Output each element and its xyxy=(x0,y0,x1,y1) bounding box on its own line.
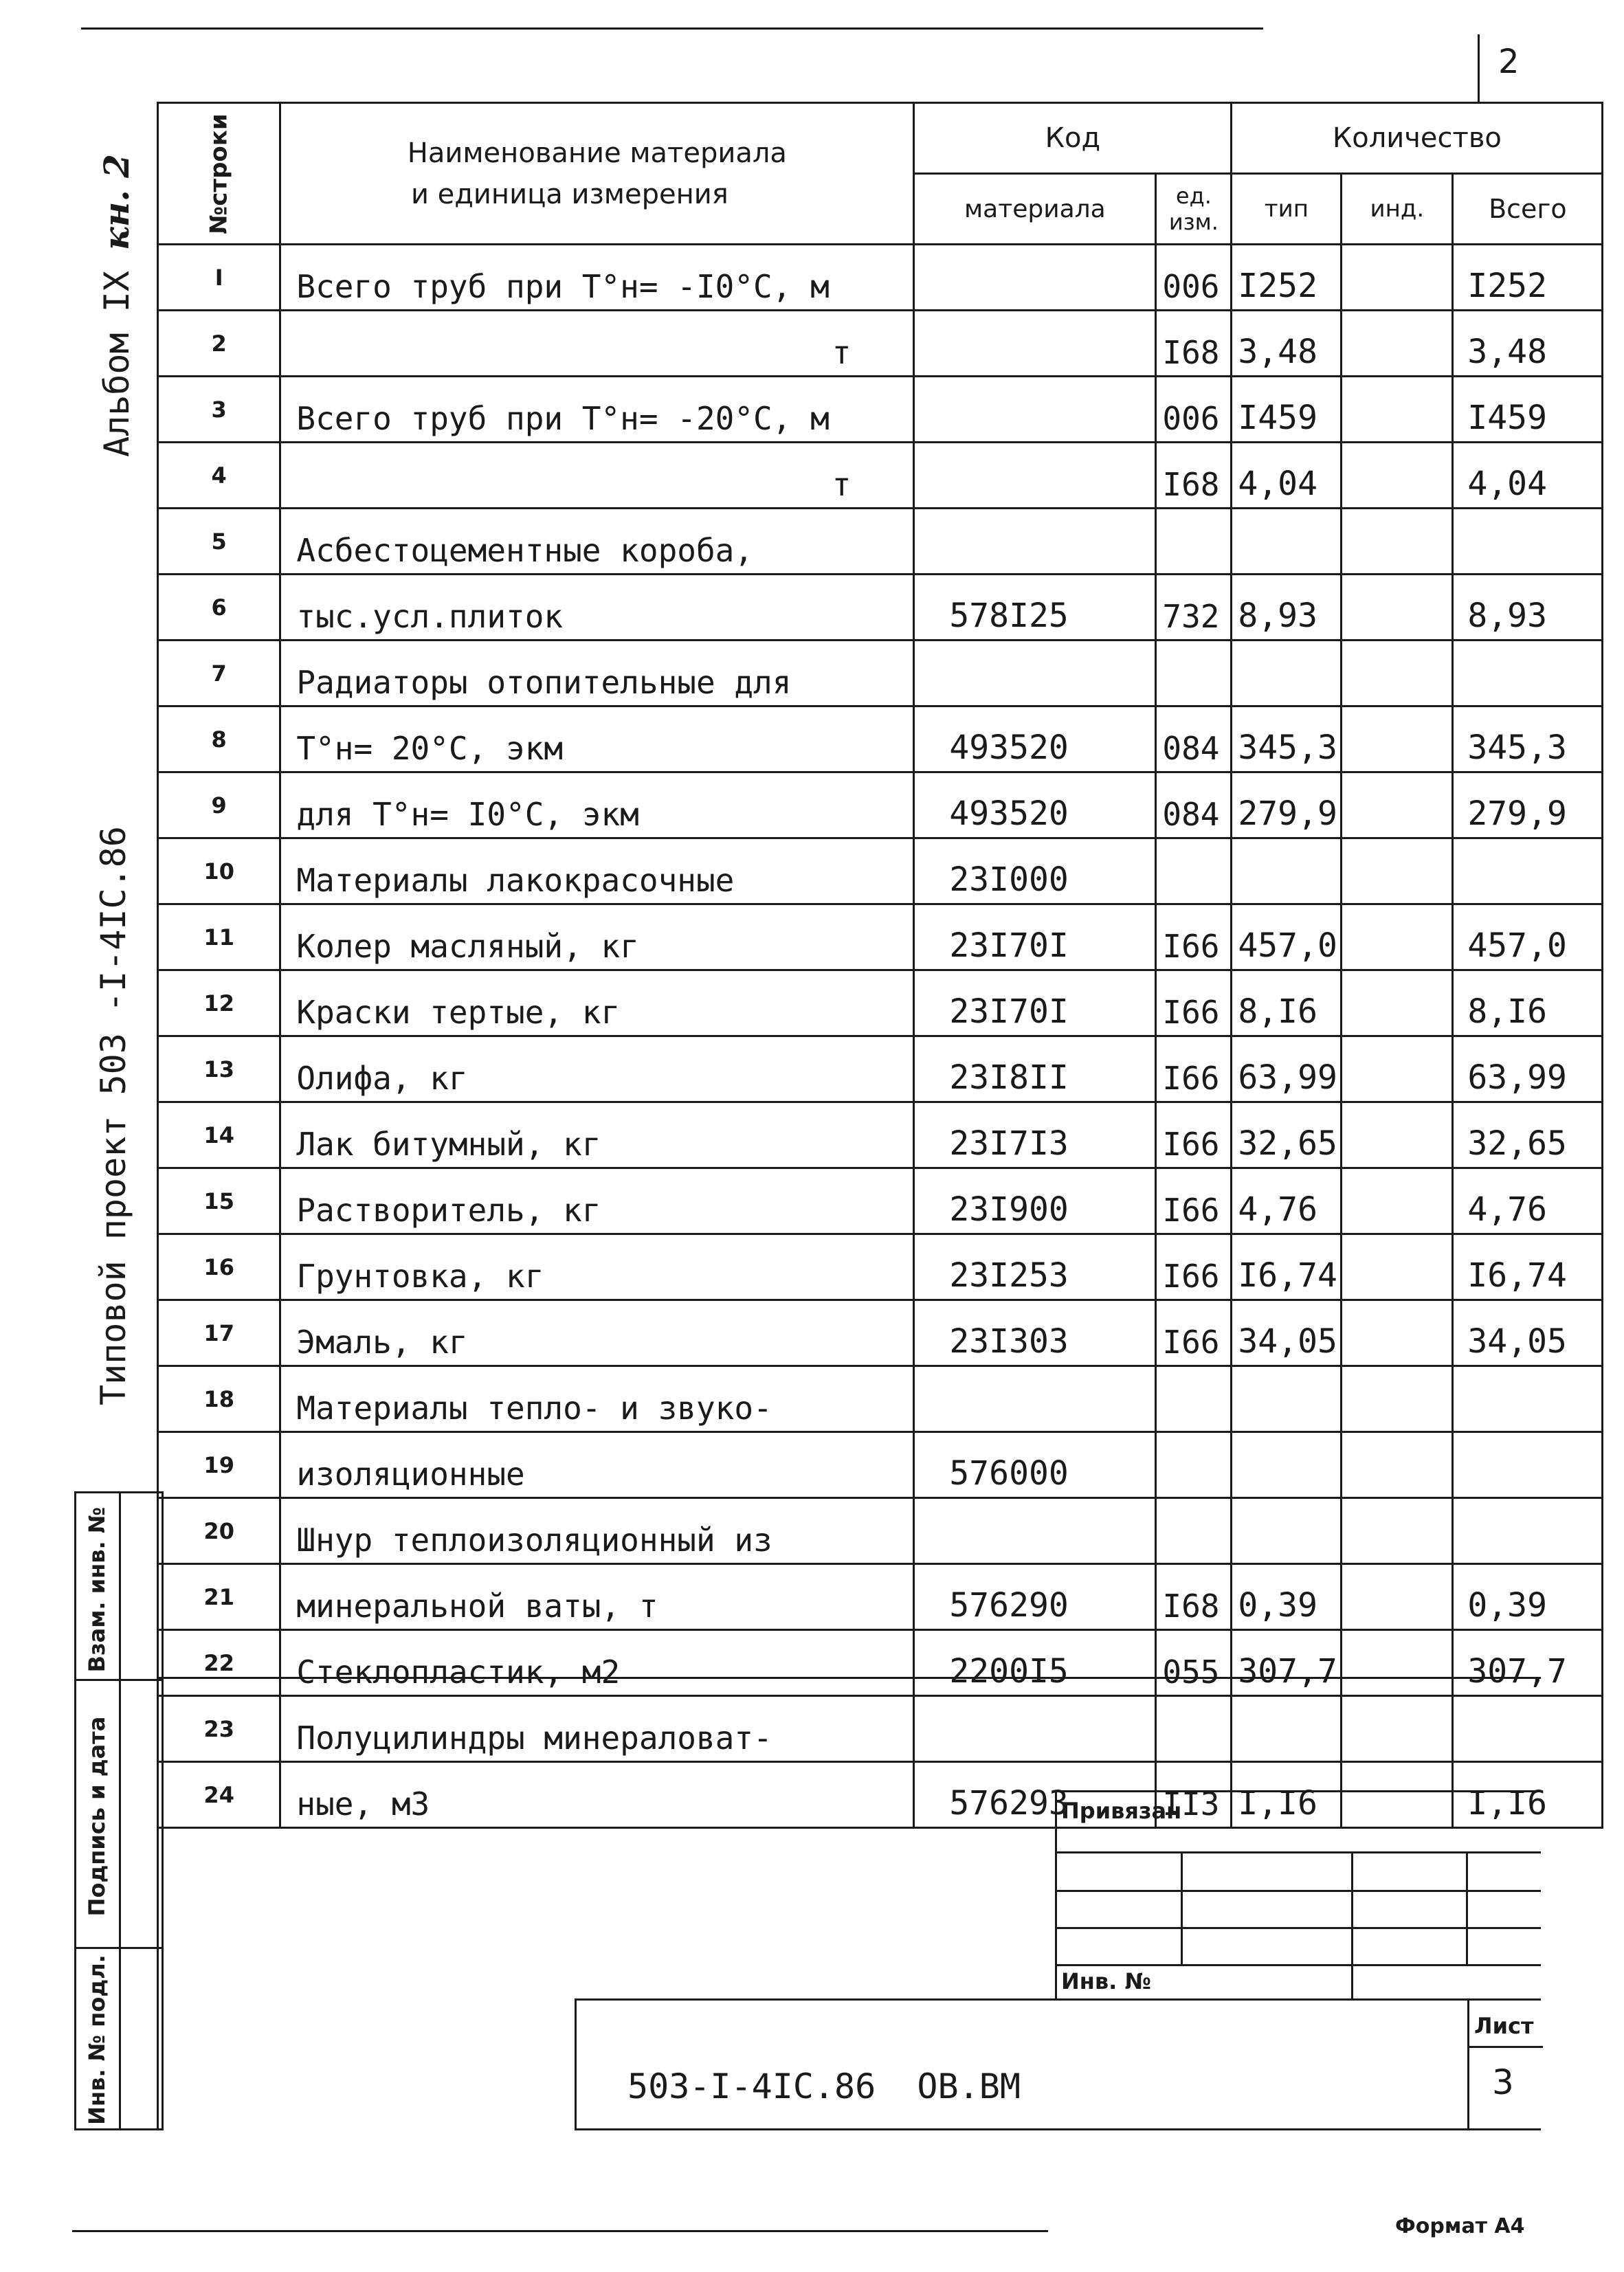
row-qty-ind xyxy=(1342,904,1453,970)
row-number: 18 xyxy=(158,1366,280,1432)
row-qty-total xyxy=(1453,509,1603,575)
table-row xyxy=(158,904,1603,970)
row-qty-total: I459 xyxy=(1453,377,1603,443)
row-name: Радиаторы отопительные для xyxy=(280,641,914,706)
row-qty-total xyxy=(1453,838,1603,904)
header-row-num xyxy=(158,103,280,245)
row-number: 13 xyxy=(158,1036,280,1102)
row-qty-ind xyxy=(1342,772,1453,838)
row-unit: I68 xyxy=(1156,311,1232,377)
row-unit xyxy=(1156,838,1232,904)
row-qty-total: I6,74 xyxy=(1453,1234,1603,1300)
row-code xyxy=(914,1498,1156,1564)
privyazan-rule-1 xyxy=(1057,1851,1541,1853)
privyazan-rule-3 xyxy=(1057,1927,1541,1929)
header-name-line-1: Наименование материала xyxy=(407,137,787,169)
row-name: Колер масляный, кг xyxy=(280,904,914,970)
row-unit xyxy=(1156,1432,1232,1498)
row-qty-ind xyxy=(1342,1168,1453,1234)
privyazan-col-3 xyxy=(1466,1851,1468,1964)
row-qty-type xyxy=(1232,641,1342,706)
row-qty-total: 63,99 xyxy=(1453,1036,1603,1102)
row-number: 20 xyxy=(158,1498,280,1564)
row-qty-total: 457,0 xyxy=(1453,904,1603,970)
row-name: тыс.усл.плиток xyxy=(280,575,914,641)
row-qty-total: 3,48 xyxy=(1453,311,1603,377)
row-unit: I66 xyxy=(1156,1300,1232,1366)
row-code: 23I900 xyxy=(914,1168,1156,1234)
row-code: 23I000 xyxy=(914,838,1156,904)
row-code xyxy=(914,641,1156,706)
row-qty-ind xyxy=(1342,1234,1453,1300)
row-qty-type xyxy=(1232,1366,1342,1432)
row-number: 11 xyxy=(158,904,280,970)
privyazan-rule-4 xyxy=(1057,1964,1541,1966)
row-number: 9 xyxy=(158,772,280,838)
row-name: Лак битумный, кг xyxy=(280,1102,914,1168)
table-row xyxy=(158,1498,1603,1564)
page-number: 2 xyxy=(1498,43,1520,81)
table-row xyxy=(158,245,1603,311)
row-number: 19 xyxy=(158,1432,280,1498)
row-code: 576290 xyxy=(914,1564,1156,1630)
row-unit: I68 xyxy=(1156,1564,1232,1630)
row-code xyxy=(914,443,1156,509)
row-qty-ind xyxy=(1342,443,1453,509)
header-qty-type: тип xyxy=(1232,174,1342,245)
header-code-unit-2: изм. xyxy=(1168,209,1219,235)
table-row xyxy=(158,509,1603,575)
privyazan-block xyxy=(1055,1790,1541,2000)
row-number: 24 xyxy=(158,1762,280,1828)
row-qty-type: 345,3 xyxy=(1232,706,1342,772)
row-unit: II3 xyxy=(1156,1762,1232,1828)
table-row xyxy=(158,1432,1603,1498)
row-name: изоляционные xyxy=(280,1432,914,1498)
row-unit: I66 xyxy=(1156,970,1232,1036)
album-caption xyxy=(93,154,141,457)
row-name: Шнур теплоизоляционный из xyxy=(280,1498,914,1564)
table-row xyxy=(158,311,1603,377)
header-code: Код xyxy=(914,103,1232,174)
row-qty-type: 4,76 xyxy=(1232,1168,1342,1234)
format-label: Формат А4 xyxy=(1395,2214,1525,2238)
row-number: 6 xyxy=(158,575,280,641)
row-unit: 084 xyxy=(1156,706,1232,772)
row-qty-ind xyxy=(1342,1564,1453,1630)
side-stamp-vzam-inv: Взам. инв. № xyxy=(84,1506,110,1673)
header-code-material: материала xyxy=(914,174,1156,245)
row-name: Олифа, кг xyxy=(280,1036,914,1102)
table-row xyxy=(158,838,1603,904)
row-unit xyxy=(1156,641,1232,706)
row-qty-total xyxy=(1453,1432,1603,1498)
side-stamp xyxy=(74,1491,164,2130)
row-unit: I66 xyxy=(1156,904,1232,970)
page-number-divider xyxy=(1478,34,1480,103)
row-name: Краски тертые, кг xyxy=(280,970,914,1036)
row-number: 3 xyxy=(158,377,280,443)
header-qty-ind: инд. xyxy=(1342,174,1453,245)
row-qty-total: 0,39 xyxy=(1453,1564,1603,1630)
row-name: Всего труб при T°н= -I0°C, м xyxy=(280,245,914,311)
row-qty-ind xyxy=(1342,1102,1453,1168)
list-label: Лист xyxy=(1474,2013,1534,2039)
row-code: 23I70I xyxy=(914,970,1156,1036)
row-unit: I66 xyxy=(1156,1168,1232,1234)
row-unit: I66 xyxy=(1156,1036,1232,1102)
row-name: Материалы тепло- и звуко- xyxy=(280,1366,914,1432)
side-stamp-inv-podl: Инв. № подл. xyxy=(84,1954,110,2125)
table-body xyxy=(158,245,1603,1828)
row-name: для T°н= I0°C, экм xyxy=(280,772,914,838)
row-number: 16 xyxy=(158,1234,280,1300)
doc-code: 503-I-4IC.86 OB.BM xyxy=(627,2067,1021,2106)
row-qty-ind xyxy=(1342,1300,1453,1366)
doc-code-block xyxy=(575,1998,1541,2130)
row-name: Всего труб при T°н= -20°C, м xyxy=(280,377,914,443)
row-qty-type: 0,39 xyxy=(1232,1564,1342,1630)
header-qty-total: Всего xyxy=(1453,174,1603,245)
row-code xyxy=(914,245,1156,311)
row-name: Грунтовка, кг xyxy=(280,1234,914,1300)
row-qty-type: I,I6 xyxy=(1232,1762,1342,1828)
row-qty-type: 8,93 xyxy=(1232,575,1342,641)
side-stamp-divider xyxy=(119,1493,121,2128)
side-stamp-podpis-data: Подпись и дата xyxy=(84,1716,110,1917)
row-number: 21 xyxy=(158,1564,280,1630)
table-header-row-1 xyxy=(158,103,1603,174)
row-qty-total: 279,9 xyxy=(1453,772,1603,838)
row-code: 23I70I xyxy=(914,904,1156,970)
row-number: 5 xyxy=(158,509,280,575)
inv-no-label: Инв. № xyxy=(1061,1968,1151,1994)
row-number: 4 xyxy=(158,443,280,509)
row-code xyxy=(914,509,1156,575)
row-code xyxy=(914,311,1156,377)
row-unit: 055 xyxy=(1156,1630,1232,1696)
row-number: 7 xyxy=(158,641,280,706)
row-qty-type: 3,48 xyxy=(1232,311,1342,377)
header-row-num-text: №строки xyxy=(205,113,233,234)
row-code xyxy=(914,1366,1156,1432)
row-qty-type xyxy=(1232,1432,1342,1498)
row-qty-type: 307,7 xyxy=(1232,1630,1342,1696)
row-qty-type: I459 xyxy=(1232,377,1342,443)
row-unit: I68 xyxy=(1156,443,1232,509)
row-qty-type: 279,9 xyxy=(1232,772,1342,838)
row-qty-type xyxy=(1232,1498,1342,1564)
row-number: 15 xyxy=(158,1168,280,1234)
row-unit xyxy=(1156,1366,1232,1432)
table-row xyxy=(158,443,1603,509)
row-number: I xyxy=(158,245,280,311)
row-qty-total: 307,7 xyxy=(1453,1630,1603,1696)
row-qty-type xyxy=(1232,838,1342,904)
header-name-line-2: и единица измерения xyxy=(410,178,728,210)
privyazan-col-1 xyxy=(1181,1851,1183,1964)
bottom-rule xyxy=(72,2230,1048,2232)
row-qty-ind xyxy=(1342,838,1453,904)
header-name xyxy=(280,103,914,245)
row-number: 23 xyxy=(158,1696,280,1762)
table-row xyxy=(158,970,1603,1036)
row-number: 2 xyxy=(158,311,280,377)
row-qty-type: 457,0 xyxy=(1232,904,1342,970)
row-number: 14 xyxy=(158,1102,280,1168)
project-caption: Типовой проект 503 -I-4IC.86 xyxy=(93,826,133,1405)
top-rule xyxy=(81,27,1263,30)
privyazan-rule-2 xyxy=(1057,1890,1541,1892)
header-code-unit xyxy=(1156,174,1232,245)
header-code-unit-1: ед. xyxy=(1175,183,1212,209)
row-qty-total: 4,76 xyxy=(1453,1168,1603,1234)
privyazan-col-2 xyxy=(1351,1851,1353,2000)
row-qty-ind xyxy=(1342,245,1453,311)
row-number: 12 xyxy=(158,970,280,1036)
row-code: 23I8II xyxy=(914,1036,1156,1102)
row-code: 578I25 xyxy=(914,575,1156,641)
row-unit xyxy=(1156,509,1232,575)
row-code xyxy=(914,377,1156,443)
row-name: Материалы лакокрасочные xyxy=(280,838,914,904)
row-qty-ind xyxy=(1342,970,1453,1036)
list-rule xyxy=(1467,2046,1543,2048)
row-qty-type: I252 xyxy=(1232,245,1342,311)
table-row xyxy=(158,377,1603,443)
row-qty-ind xyxy=(1342,1498,1453,1564)
list-number: 3 xyxy=(1492,2062,1514,2102)
row-name: Растворитель, кг xyxy=(280,1168,914,1234)
row-qty-ind xyxy=(1342,377,1453,443)
row-name: Стеклопластик, м2 xyxy=(280,1630,914,1696)
row-number: 8 xyxy=(158,706,280,772)
table-row xyxy=(158,1036,1603,1102)
list-divider xyxy=(1467,2001,1469,2128)
row-number: 22 xyxy=(158,1630,280,1696)
row-name: Полуцилиндры минераловат- xyxy=(280,1696,914,1762)
table-row xyxy=(158,1300,1603,1366)
row-qty-type xyxy=(1232,509,1342,575)
row-qty-type: I6,74 xyxy=(1232,1234,1342,1300)
row-unit: 006 xyxy=(1156,377,1232,443)
row-name: Эмаль, кг xyxy=(280,1300,914,1366)
row-code: 23I7I3 xyxy=(914,1102,1156,1168)
row-unit: I66 xyxy=(1156,1102,1232,1168)
album-label: Альбом IX xyxy=(97,271,137,457)
header-quantity: Количество xyxy=(1232,103,1603,174)
row-qty-total xyxy=(1453,1498,1603,1564)
row-qty-type: 8,I6 xyxy=(1232,970,1342,1036)
table-row xyxy=(158,1102,1603,1168)
table-row xyxy=(158,706,1603,772)
row-number: 17 xyxy=(158,1300,280,1366)
table-row xyxy=(158,641,1603,706)
row-unit: 084 xyxy=(1156,772,1232,838)
table-row xyxy=(158,575,1603,641)
row-code: 23I303 xyxy=(914,1300,1156,1366)
table-row xyxy=(158,1366,1603,1432)
row-qty-ind xyxy=(1342,1432,1453,1498)
row-qty-ind xyxy=(1342,706,1453,772)
row-qty-total: I252 xyxy=(1453,245,1603,311)
row-code: 493520 xyxy=(914,772,1156,838)
materials-table xyxy=(157,102,1603,1829)
row-code: 2200I5 xyxy=(914,1630,1156,1696)
row-qty-total: 4,04 xyxy=(1453,443,1603,509)
row-name: ные, м3 xyxy=(280,1762,914,1828)
row-unit: 732 xyxy=(1156,575,1232,641)
row-name: минеральной ваты, т xyxy=(280,1564,914,1630)
row-qty-type: 4,04 xyxy=(1232,443,1342,509)
row-name: Асбестоцементные короба, xyxy=(280,509,914,575)
row-name: т xyxy=(280,443,914,509)
row-qty-type: 63,99 xyxy=(1232,1036,1342,1102)
table-row xyxy=(158,1168,1603,1234)
row-qty-ind xyxy=(1342,575,1453,641)
row-qty-ind xyxy=(1342,509,1453,575)
privyazan-label: Привязан xyxy=(1061,1798,1182,1824)
row-qty-total: 34,05 xyxy=(1453,1300,1603,1366)
table-row xyxy=(158,1234,1603,1300)
row-name: T°н= 20°C, экм xyxy=(280,706,914,772)
album-handwritten-note: кн. 2 xyxy=(96,154,137,250)
row-qty-total: 345,3 xyxy=(1453,706,1603,772)
row-qty-total: 32,65 xyxy=(1453,1102,1603,1168)
table-row xyxy=(158,1564,1603,1630)
row-code: 23I253 xyxy=(914,1234,1156,1300)
table-row xyxy=(158,772,1603,838)
row-qty-ind xyxy=(1342,311,1453,377)
row-name: т xyxy=(280,311,914,377)
row-number: 10 xyxy=(158,838,280,904)
row-code: 493520 xyxy=(914,706,1156,772)
row-code: 576000 xyxy=(914,1432,1156,1498)
row-unit xyxy=(1156,1498,1232,1564)
row-unit: 006 xyxy=(1156,245,1232,311)
row-qty-ind xyxy=(1342,1366,1453,1432)
row-qty-type: 32,65 xyxy=(1232,1102,1342,1168)
row-qty-ind xyxy=(1342,641,1453,706)
row-qty-total: 8,I6 xyxy=(1453,970,1603,1036)
row-qty-total: 8,93 xyxy=(1453,575,1603,641)
row-unit: I66 xyxy=(1156,1234,1232,1300)
row-qty-ind xyxy=(1342,1036,1453,1102)
row-qty-type: 34,05 xyxy=(1232,1300,1342,1366)
row-qty-total xyxy=(1453,641,1603,706)
row-qty-total: I,I6 xyxy=(1453,1762,1603,1828)
row-qty-total xyxy=(1453,1366,1603,1432)
row-code: 576293 xyxy=(914,1762,1156,1828)
